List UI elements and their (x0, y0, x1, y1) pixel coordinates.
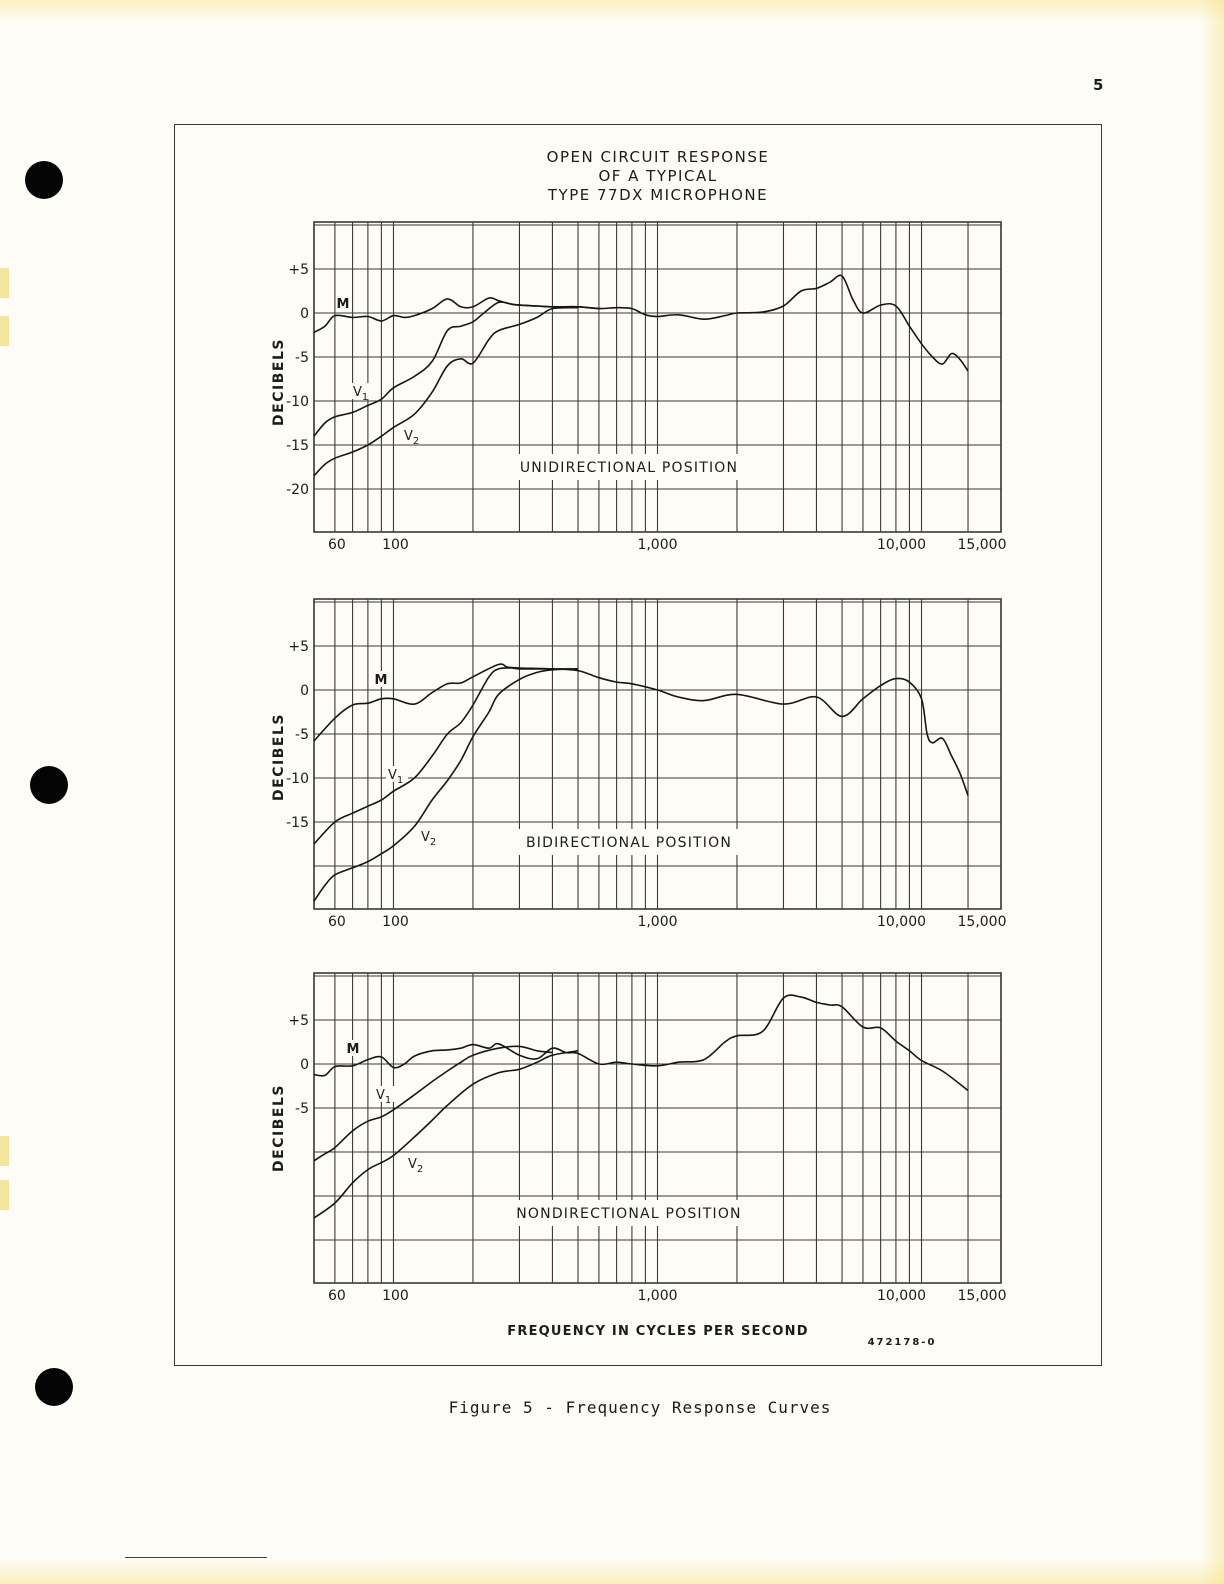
y-tick-label: -20 (286, 482, 309, 498)
x-tick-label: 1,000 (637, 914, 678, 930)
series-label-m: M (346, 1042, 360, 1057)
chart-title-line-2: OF A TYPICAL (598, 167, 718, 185)
x-tick-label: 60 (327, 914, 346, 930)
y-tick-label: 0 (300, 1057, 309, 1073)
x-tick-label: 15,000 (957, 914, 1007, 930)
x-tick-label: 60 (327, 537, 346, 553)
series-label-v2: $V_2$ (421, 830, 437, 848)
figure-caption: Figure 5 - Frequency Response Curves (448, 1398, 832, 1417)
figure-code: 472178-0 (867, 1337, 937, 1348)
series-line-v2 (314, 1051, 578, 1218)
series-line-m (314, 995, 968, 1090)
series-line-m (314, 664, 968, 796)
x-tick-label: 15,000 (957, 537, 1007, 553)
y-tick-label: -5 (295, 1101, 309, 1117)
y-tick-label: -15 (286, 438, 309, 454)
y-tick-label: -10 (286, 771, 309, 787)
footer-rule (125, 1557, 267, 1558)
page-number: 5 (1093, 76, 1104, 94)
y-tick-label: +5 (288, 639, 309, 655)
x-tick-label: 100 (382, 1288, 409, 1304)
y-tick-label: -5 (295, 727, 309, 743)
y-tick-label: -10 (286, 394, 309, 410)
series-line-v1 (314, 668, 578, 844)
x-tick-label: 60 (327, 1288, 346, 1304)
series-label-v1: $V_1$ (388, 768, 404, 786)
y-tick-label: 0 (300, 306, 309, 322)
series-label-m: M (374, 673, 388, 688)
y-tick-label: 0 (300, 683, 309, 699)
position-label: NONDIRECTIONAL POSITION (516, 1206, 742, 1222)
y-axis-label: DECIBELS (271, 338, 287, 426)
x-tick-label: 100 (382, 914, 409, 930)
series-label-v2: $V_2$ (404, 429, 420, 447)
position-label: BIDIRECTIONAL POSITION (525, 835, 733, 851)
x-tick-label: 10,000 (877, 914, 927, 930)
y-tick-label: -15 (286, 815, 309, 831)
x-tick-label: 100 (382, 537, 409, 553)
x-tick-label: 15,000 (957, 1288, 1007, 1304)
y-tick-label: +5 (288, 1013, 309, 1029)
series-label-v1: $V_1$ (376, 1088, 392, 1106)
x-axis-label: FREQUENCY IN CYCLES PER SECOND (507, 1324, 809, 1339)
series-line-v1 (314, 302, 599, 436)
x-tick-label: 1,000 (637, 1288, 678, 1304)
x-tick-label: 10,000 (877, 537, 927, 553)
y-axis-label: DECIBELS (271, 713, 287, 801)
position-label: UNIDIRECTIONAL POSITION (519, 460, 739, 476)
x-tick-label: 10,000 (877, 1288, 927, 1304)
series-label-v2: $V_2$ (408, 1157, 424, 1175)
chart-title-line-3: TYPE 77DX MICROPHONE (547, 186, 769, 204)
x-tick-label: 1,000 (637, 537, 678, 553)
series-label-m: M (336, 297, 350, 312)
y-tick-label: +5 (288, 262, 309, 278)
series-label-v1: $V_1$ (353, 385, 369, 403)
y-tick-label: -5 (295, 350, 309, 366)
y-axis-label: DECIBELS (271, 1084, 287, 1172)
chart-title-line-1: OPEN CIRCUIT RESPONSE (546, 148, 770, 166)
